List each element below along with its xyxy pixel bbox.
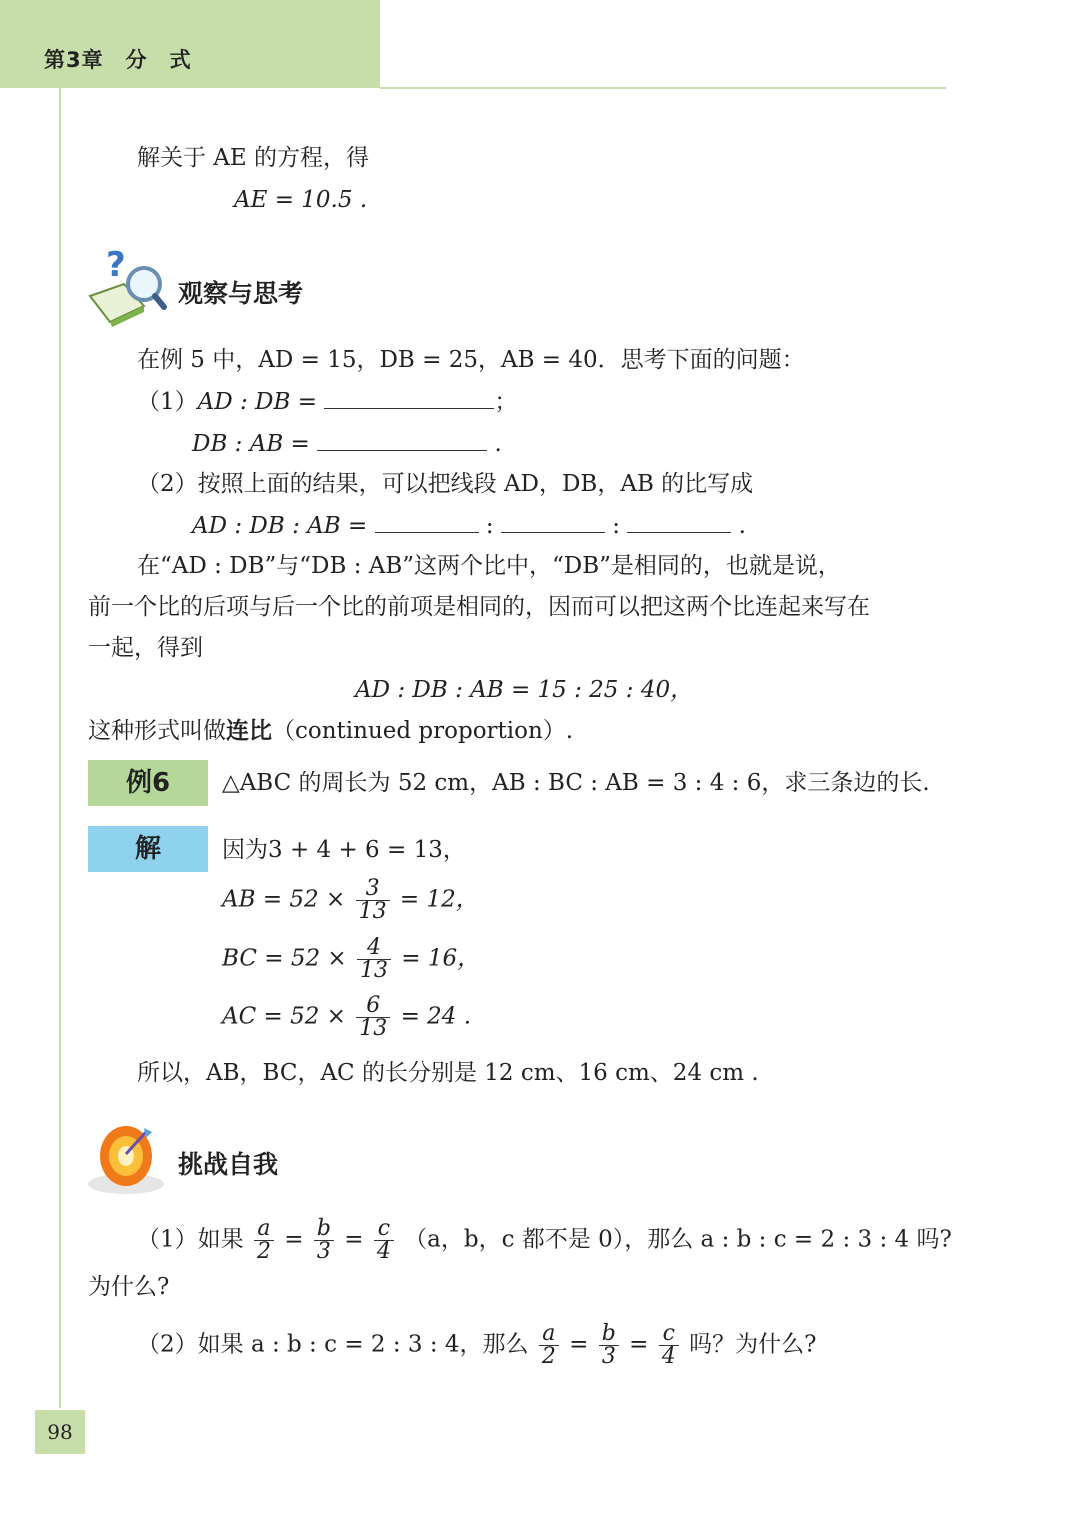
bc-rhs: = 16， xyxy=(401,945,481,972)
solution-line1: 因为3 + 4 + 6 = 13， xyxy=(222,837,466,863)
frac-numerator: 6 xyxy=(366,993,381,1018)
fraction xyxy=(356,878,390,923)
q2-prefix: （2）如果 a : b : c = 2 : 3 : 4，那么 xyxy=(137,1331,529,1358)
continued-ratio-eq: AD : DB : AB = 15 : 25 : 40， xyxy=(355,677,694,703)
equals-sign: = xyxy=(629,1331,649,1358)
challenge-q1-line2: 为什么? xyxy=(88,1274,170,1300)
ratio-colon: : xyxy=(485,513,494,539)
fraction-a-2 xyxy=(539,1323,559,1368)
q1-line2 xyxy=(192,428,502,459)
answer-ae: AE = 10.5 . xyxy=(234,187,368,213)
q1-prefix: （1） xyxy=(137,389,198,415)
answer-blank[interactable] xyxy=(324,386,494,409)
frac-numerator: b xyxy=(316,1216,331,1241)
svg-text:?: ? xyxy=(106,245,126,285)
equals-sign: = xyxy=(284,1226,304,1253)
frac-denominator: 13 xyxy=(356,1017,390,1040)
q1-end1: ； xyxy=(494,389,518,415)
frac-denominator: 3 xyxy=(599,1345,619,1368)
frac-denominator: 3 xyxy=(314,1240,334,1263)
observe-intro: 在例 5 中，AD = 15，DB = 25，AB = 40．思考下面的问题： xyxy=(137,347,805,373)
para-line1: 在“AD : DB”与“DB : AB”这两个比中，“DB”是相同的，也就是说， xyxy=(137,553,841,579)
answer-blank[interactable] xyxy=(317,428,487,451)
fraction xyxy=(356,995,390,1040)
answer-blank[interactable] xyxy=(627,510,731,533)
solution-tag: 解 xyxy=(88,826,208,872)
frac-numerator: c xyxy=(662,1321,675,1346)
ac-lhs: AC = 52 × xyxy=(222,1003,346,1030)
bc-lhs: BC = 52 × xyxy=(222,945,347,972)
observe-title: 观察与思考 xyxy=(178,279,304,308)
page-number: 98 xyxy=(35,1410,85,1454)
q2-expr: AD : DB : AB = xyxy=(192,513,375,539)
challenge-q1 xyxy=(137,1218,952,1263)
q2-end: 吗？为什么? xyxy=(689,1331,817,1358)
margin-line xyxy=(59,88,61,1408)
magnifier-book-icon xyxy=(84,244,168,328)
solution-bc xyxy=(222,937,480,982)
frac-denominator: 4 xyxy=(374,1240,394,1263)
q1-expr1: AD : DB = xyxy=(197,389,325,415)
solution-ac xyxy=(222,995,471,1040)
q2-text: （2）按照上面的结果，可以把线段 AD，DB，AB 的比写成 xyxy=(137,471,754,497)
chapter-title: 第3章 分 式 xyxy=(44,48,192,72)
q1-prefix: （1）如果 xyxy=(137,1226,244,1253)
q1-expr2: DB : AB = xyxy=(192,431,318,457)
answer-blank[interactable] xyxy=(375,510,479,533)
q2-end: . xyxy=(738,513,746,539)
q1-line1 xyxy=(137,386,517,417)
definition-term: 连比 xyxy=(226,717,272,744)
target-icon xyxy=(86,1112,168,1198)
frac-numerator: 3 xyxy=(365,876,380,901)
definition-pre: 这种形式叫做 xyxy=(88,718,226,744)
frac-denominator: 2 xyxy=(254,1240,274,1263)
fraction-c-4 xyxy=(374,1218,394,1263)
fraction-b-3 xyxy=(599,1323,619,1368)
answer-blank[interactable] xyxy=(501,510,605,533)
ratio-colon: : xyxy=(612,513,620,539)
ab-rhs: = 12， xyxy=(399,886,479,913)
fraction-a-2 xyxy=(254,1218,274,1263)
frac-numerator: 4 xyxy=(366,935,381,960)
solve-line: 解关于 AE 的方程，得 xyxy=(137,145,370,171)
fraction-b-3 xyxy=(314,1218,334,1263)
challenge-q2 xyxy=(137,1323,816,1368)
example-tag: 例6 xyxy=(88,760,208,806)
frac-numerator: b xyxy=(601,1321,616,1346)
example-text: △ABC 的周长为 52 cm，AB : BC : AB = 3 : 4 : 6，求三条边的长. xyxy=(222,770,930,796)
fraction xyxy=(357,937,391,982)
para-line2: 前一个比的后项与后一个比的前项是相同的，因而可以把这两个比连起来写在 xyxy=(88,594,870,620)
solution-conclusion: 所以，AB，BC，AC 的长分别是 12 cm、16 cm、24 cm . xyxy=(137,1060,759,1086)
equals-sign: = xyxy=(344,1226,364,1253)
frac-numerator: a xyxy=(542,1321,556,1346)
ab-lhs: AB = 52 × xyxy=(222,886,346,913)
header-rule xyxy=(380,87,946,89)
solution-ab xyxy=(222,878,479,923)
definition-post: （continued proportion）. xyxy=(272,718,574,744)
fraction-c-4 xyxy=(659,1323,679,1368)
frac-denominator: 13 xyxy=(356,900,390,923)
q1-mid: （a，b，c 都不是 0），那么 a : b : c = 2 : 3 : 4 吗? xyxy=(404,1226,952,1253)
frac-numerator: c xyxy=(377,1216,391,1241)
challenge-title: 挑战自我 xyxy=(178,1150,279,1179)
definition-line xyxy=(88,716,573,746)
ac-rhs: = 24 . xyxy=(400,1003,472,1030)
q2-expr-line xyxy=(192,510,746,541)
frac-denominator: 4 xyxy=(659,1345,679,1368)
frac-numerator: a xyxy=(257,1216,271,1241)
frac-denominator: 13 xyxy=(357,959,391,982)
q1-end2: . xyxy=(494,431,502,457)
para-line3: 一起，得到 xyxy=(88,635,203,661)
equals-sign: = xyxy=(569,1331,589,1358)
frac-denominator: 2 xyxy=(539,1345,559,1368)
